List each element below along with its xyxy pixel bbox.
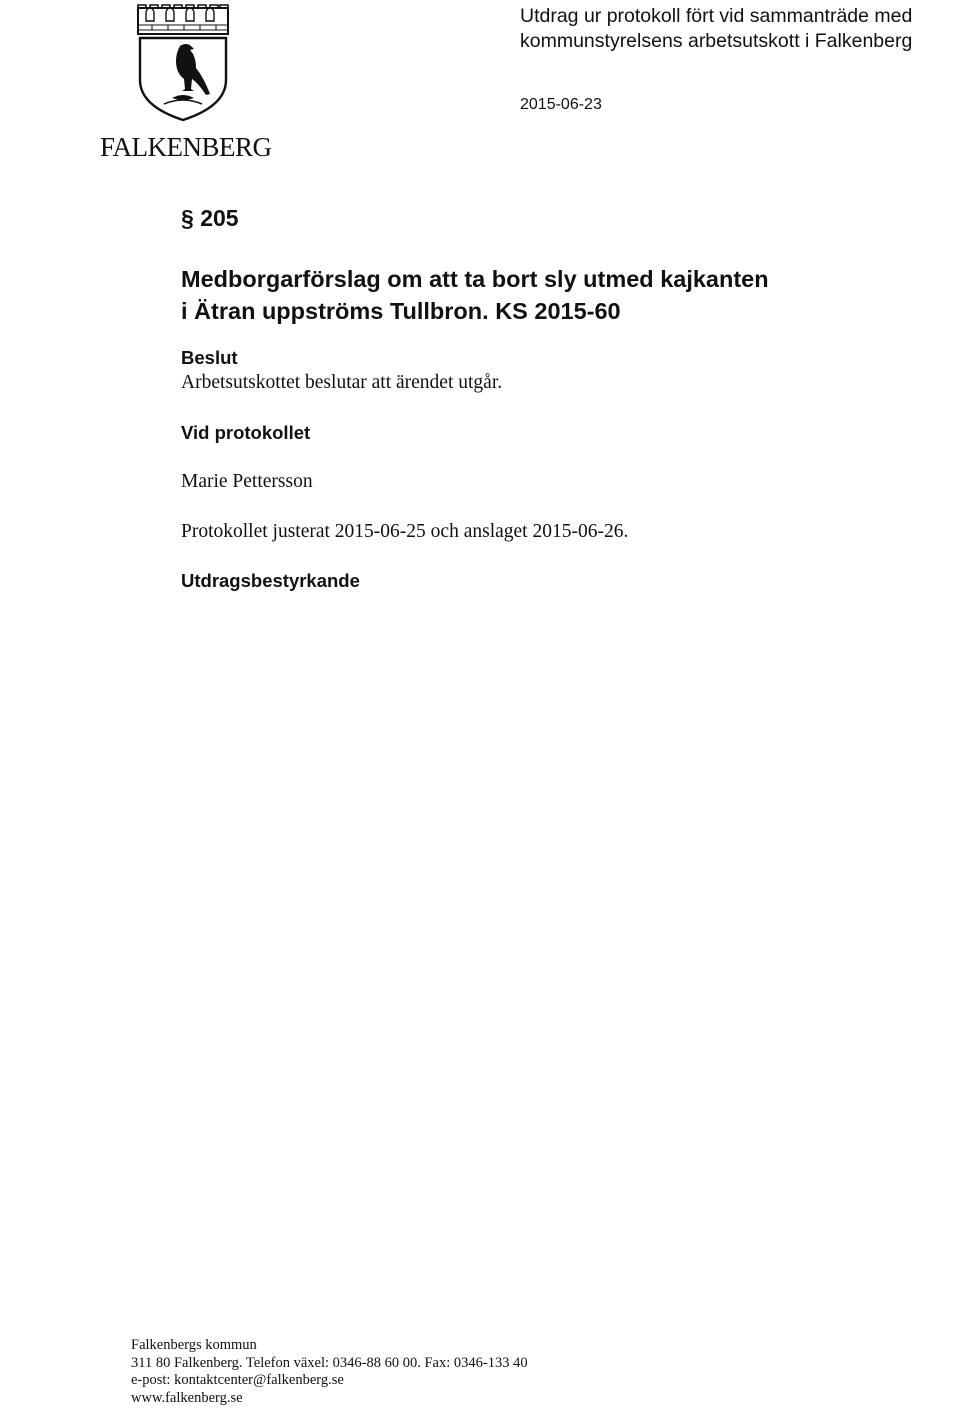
footer-org: Falkenbergs kommun [131,1337,257,1353]
falcon-coat-of-arms-icon [136,4,230,122]
footer-address: 311 80 Falkenberg. Telefon växel: 0346-88 60 00. Fax: 0346-133 40 [131,1354,528,1371]
footer-web: www.falkenberg.se [131,1389,243,1406]
section-number [181,205,239,232]
header-line-2: kommunstyrelsens arbetsutskott i Falkenberg [520,30,913,52]
header-date: 2015-06-23 [520,96,602,113]
section-symbol: § [181,205,194,231]
logo-wordmark: FALKENBERG [100,132,272,162]
title-line-2: i Ätran uppströms Tullbron. KS 2015-60 [181,298,621,324]
certification-heading: Utdragsbestyrkande [181,570,360,591]
decision-heading: Beslut [181,347,238,368]
section-number-value: 205 [200,205,239,231]
matter-title [181,263,881,327]
secretary-name: Marie Pettersson [181,471,313,492]
page-footer [131,1337,528,1407]
municipal-logo [100,4,272,164]
minutes-heading: Vid protokollet [181,422,311,443]
footer-email: e-post: kontaktcenter@falkenberg.se [131,1372,344,1389]
title-line-1: Medborgarförslag om att ta bort sly utmed kajkanten [181,266,769,292]
adjusted-text: Protokollet justerat 2015-06-25 och anslaget 2015-06-26. [181,521,629,542]
header-line-1: Utdrag ur protokoll fört vid sammanträde med [520,5,913,27]
decision-text: Arbetsutskottet beslutar att ärendet utgår. [181,372,503,393]
document-header [520,4,912,54]
